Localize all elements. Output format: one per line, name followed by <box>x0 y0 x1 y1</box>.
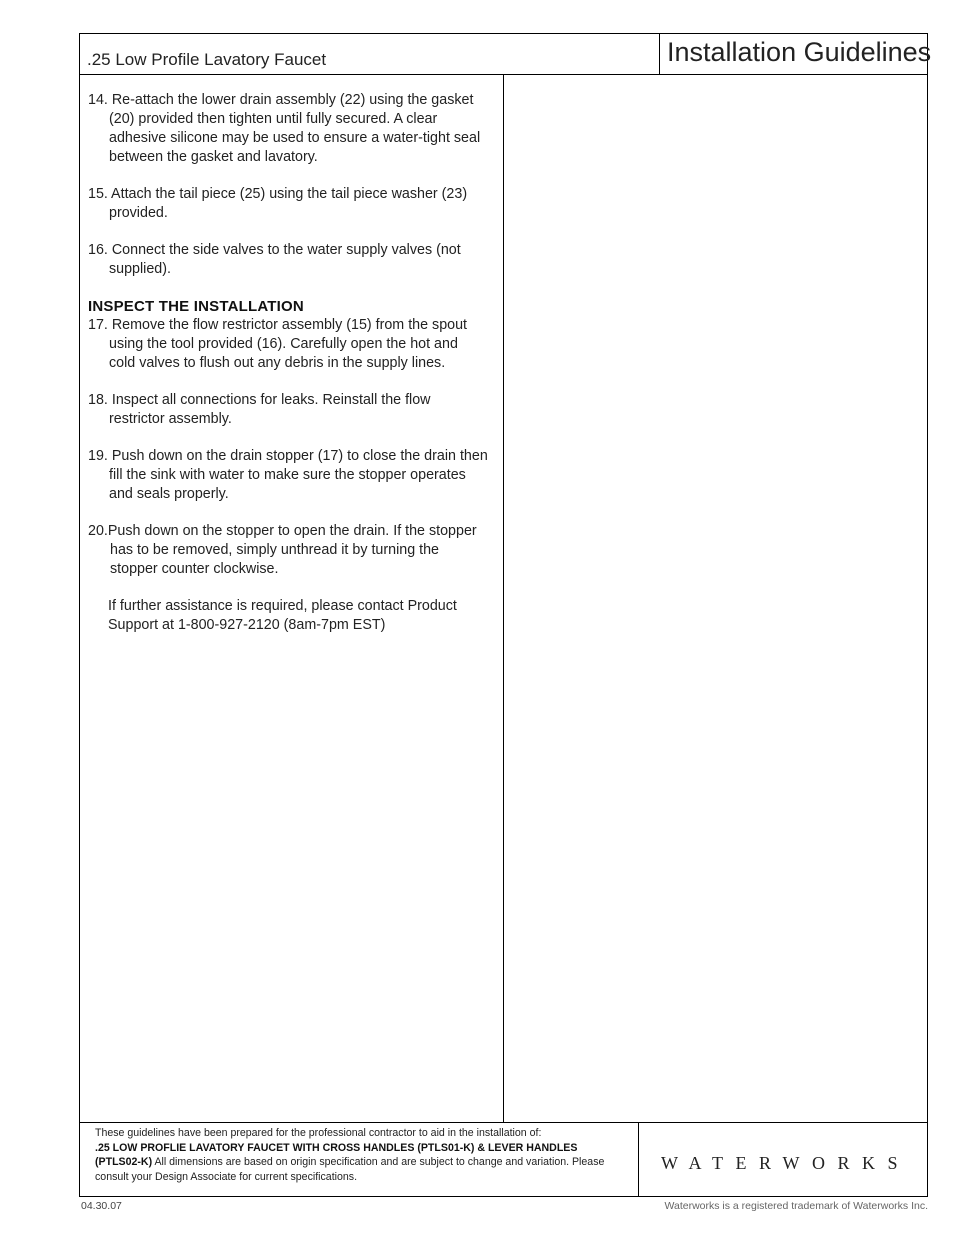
footer-disclaimer: All dimensions are based on origin specification and are subject to change and variation. Please consult your Design Associate for current specifications. <box>95 1156 605 1183</box>
document-title: .25 Low Profile Lavatory Faucet <box>87 50 327 69</box>
step-14: 14. Re-attach the lower drain assembly (22) using the gasket (20) provided then tighten until fully secured. A clear adhesive silicone may be used to ensure a water-tight seal between the gasket and lavatory. <box>88 92 481 165</box>
footer-divider <box>638 1123 639 1197</box>
step-18: 18. Inspect all connections for leaks. Reinstall the flow restrictor assembly. <box>88 392 431 427</box>
step-17: 17. Remove the flow restrictor assembly (15) from the spout using the tool provided (16). Carefully open the hot and cold valves to flush out any debris in the supply lines. <box>88 317 468 371</box>
brand-logo: WATERWORKS <box>661 1153 911 1173</box>
header <box>80 34 932 75</box>
step-20: 20.Push down on the stopper to open the drain. If the stopper has to be removed, simply unthread it by turning the stopper counter clockwise. <box>88 523 477 577</box>
document-frame <box>79 33 932 1197</box>
step-16: 16. Connect the side valves to the water supply valves (not supplied). <box>88 242 461 277</box>
footer-product: .25 LOW PROFLIE LAVATORY FAUCET WITH CROSS HANDLES (PTLS01-K) & LEVER HANDLES (PTLS02-K) <box>95 1141 578 1168</box>
footer-intro: These guidelines have been prepared for the professional contractor to aid in the installation of: <box>95 1127 542 1139</box>
support-contact: If further assistance is required, please contact Product Support at 1-800-927-2120 (8am-7pm EST) <box>108 598 457 633</box>
step-15: 15. Attach the tail piece (25) using the tail piece washer (23) provided. <box>88 186 468 221</box>
footer <box>80 1122 927 1197</box>
section-heading: INSPECT THE INSTALLATION <box>88 298 304 315</box>
instructions-column <box>88 91 488 635</box>
header-divider <box>659 34 660 74</box>
guidelines-title: Installation Guidelines <box>667 37 932 67</box>
revision-date: 04.30.07 <box>81 1200 122 1212</box>
step-19: 19. Push down on the drain stopper (17) to close the drain then fill the sink with water to make sure the stopper operates and seals properly. <box>88 448 488 502</box>
footer-notice <box>95 1126 620 1184</box>
column-divider <box>503 75 504 1122</box>
trademark-notice: Waterworks is a registered trademark of Waterworks Inc. <box>664 1200 928 1212</box>
